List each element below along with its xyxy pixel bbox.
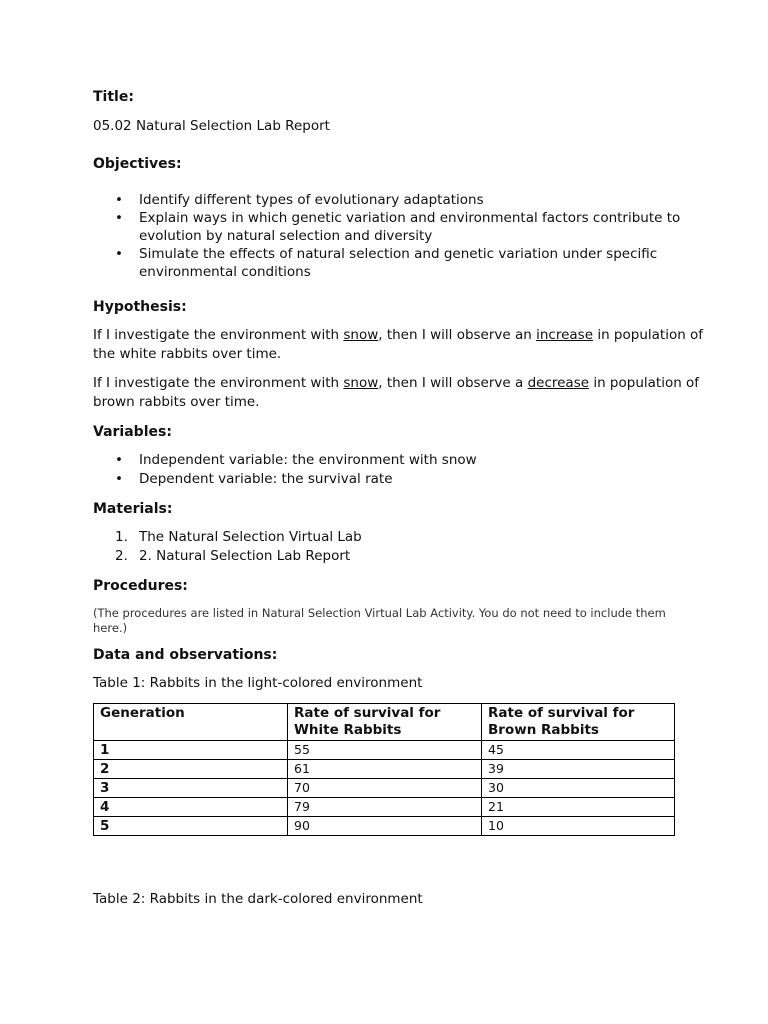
underlined-word: decrease [527, 375, 590, 391]
table-row [94, 798, 675, 817]
bullet-icon: • [115, 452, 123, 468]
table-row [94, 779, 675, 798]
table-cell: 4 [94, 798, 288, 817]
list-item: 1. The Natural Selection Virtual Lab [115, 529, 362, 545]
list-item: • Independent variable: the environment with snow [115, 452, 477, 468]
list-item: • Dependent variable: the survival rate [115, 471, 393, 487]
table-cell: 5 [94, 817, 288, 836]
data-heading: Data and observations: [93, 647, 278, 663]
underlined-word: snow [343, 375, 379, 391]
table1 [93, 703, 675, 836]
bullet-icon: • [115, 471, 123, 487]
list-item: • Identify different types of evolutionary adaptations [115, 192, 484, 208]
title-heading: Title: [93, 89, 134, 105]
table-cell: 1 [94, 741, 288, 760]
hypothesis-heading: Hypothesis: [93, 299, 187, 315]
variables-list [93, 451, 693, 489]
table-cell: 70 [288, 779, 482, 798]
materials-list [93, 528, 693, 566]
table-row [94, 741, 675, 760]
procedures-heading: Procedures: [93, 578, 188, 594]
variables-heading: Variables: [93, 424, 172, 440]
materials-heading: Materials: [93, 501, 173, 517]
list-item: • Explain ways in which genetic variation and environmental factors contribute to evolution by natural selection and diversity [115, 210, 681, 244]
list-item: 2. 2. Natural Selection Lab Report [115, 548, 351, 564]
table-header: Generation [94, 704, 288, 741]
bullet-icon: • [115, 210, 123, 226]
table-cell: 61 [288, 760, 482, 779]
table-cell: 30 [482, 779, 675, 798]
hypothesis-paragraph-1: If I investigate the environment with snow, then I will observe an increase in population of the white rabbits over time. [93, 327, 704, 362]
table1-caption: Table 1: Rabbits in the light-colored environment [93, 675, 423, 691]
table-cell: 3 [94, 779, 288, 798]
list-item: • Simulate the effects of natural selection and genetic variation under specific environmental conditions [115, 246, 658, 280]
table-cell: 90 [288, 817, 482, 836]
hypothesis-paragraph-2: If I investigate the environment with snow, then I will observe a decrease in population of brown rabbits over time. [93, 375, 700, 410]
table-row [94, 817, 675, 836]
objectives-list [93, 191, 693, 281]
bullet-icon: • [115, 246, 123, 262]
table-cell: 21 [482, 798, 675, 817]
underlined-word: snow [343, 327, 379, 343]
table-header: Rate of survival for Brown Rabbits [482, 704, 675, 741]
table2-caption: Table 2: Rabbits in the dark-colored environment [93, 891, 423, 907]
report-title: 05.02 Natural Selection Lab Report [93, 118, 330, 134]
table-cell: 55 [288, 741, 482, 760]
table-cell: 2 [94, 760, 288, 779]
bullet-icon: • [115, 192, 123, 208]
table-cell: 10 [482, 817, 675, 836]
table-header-row [94, 704, 675, 741]
table-cell: 45 [482, 741, 675, 760]
table-row [94, 760, 675, 779]
underlined-word: increase [536, 327, 594, 343]
objectives-heading: Objectives: [93, 156, 182, 172]
table-cell: 39 [482, 760, 675, 779]
procedures-note: (The procedures are listed in Natural Selection Virtual Lab Activity. You do not need to include them here.) [93, 606, 666, 635]
table-cell: 79 [288, 798, 482, 817]
table-header: Rate of survival for White Rabbits [288, 704, 482, 741]
